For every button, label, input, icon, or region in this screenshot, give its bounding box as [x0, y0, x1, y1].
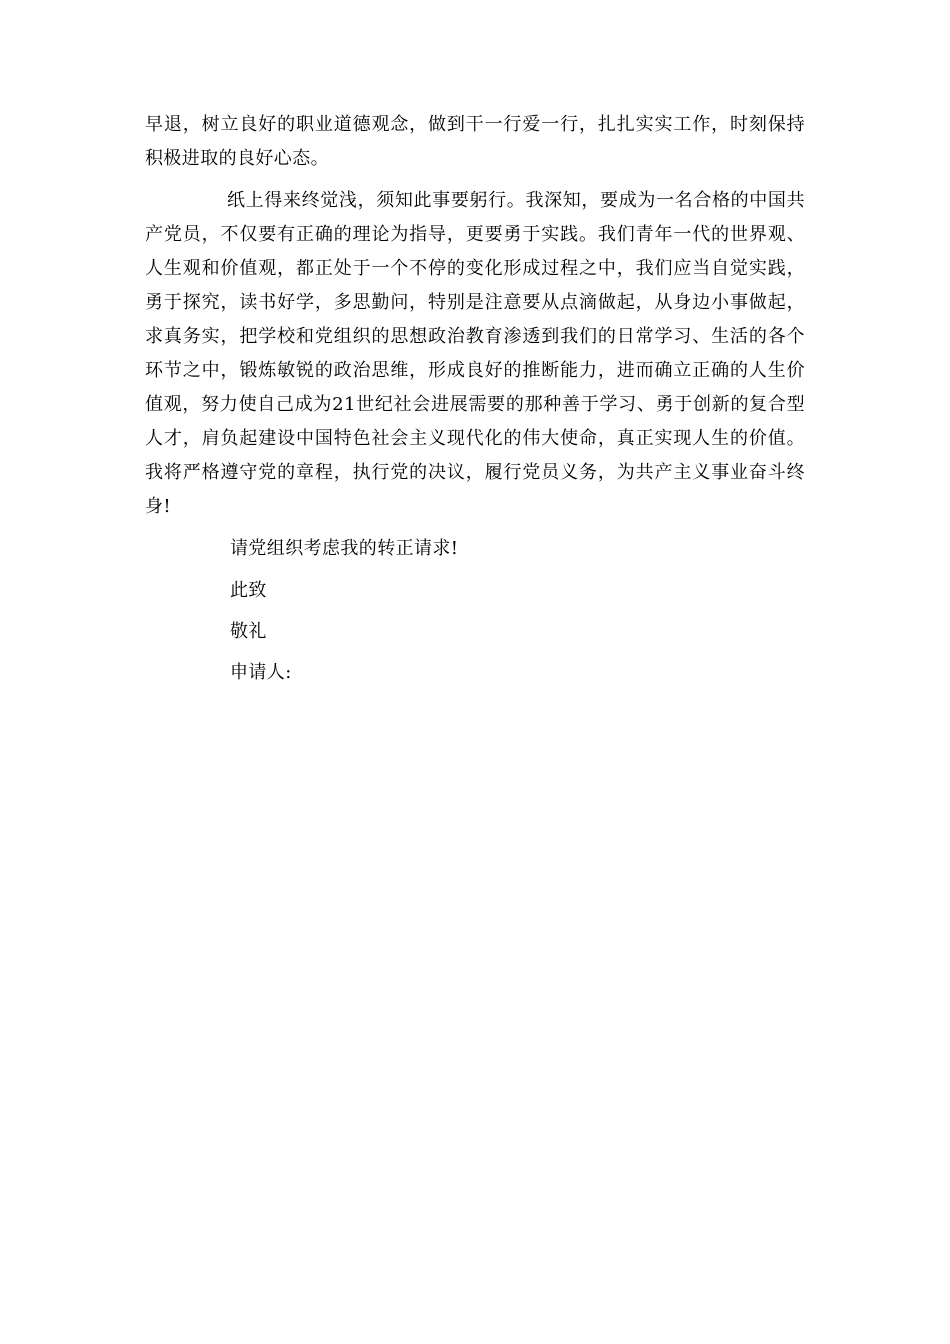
paragraph-continuation: 早退，树立良好的职业道德观念，做到干一行爱一行，扎扎实实工作，时刻保持积极进取的良好心态。 — [145, 114, 805, 169]
closing-salute: 敬礼 — [230, 621, 267, 642]
applicant-signature-label: 申请人: — [230, 662, 292, 683]
document-body — [145, 108, 805, 690]
paragraph-practice: 纸上得来终觉浅，须知此事要躬行。我深知，要成为一名合格的中国共产党员，不仅要有正确的理论为指导，更要勇于实践。我们青年一代的世界观、人生观和价值观，都正处于一个不停的变化形成过程之中，我们应当自觉实践，勇于探究，读书好学，多思勤问，特别是注意要从点滴做起，从身边小事做起，求真务实，把学校和党组织的思想政治教育渗透到我们的日常学习、生活的各个环节之中，锻炼敏锐的政治思维，形成良好的推断能力，进而确立正确的人生价值观，努力使自己成为21世纪社会进展需要的那种善于学习、勇于创新的复合型人才，肩负起建设中国特色社会主义现代化的伟大使命，真正实现人生的价值。我将严格遵守党的章程，执行党的决议，履行党员义务，为共产主义事业奋斗终身! — [145, 190, 805, 517]
closing-regards: 此致 — [230, 580, 267, 601]
closing-request: 请党组织考虑我的转正请求! — [230, 538, 459, 559]
